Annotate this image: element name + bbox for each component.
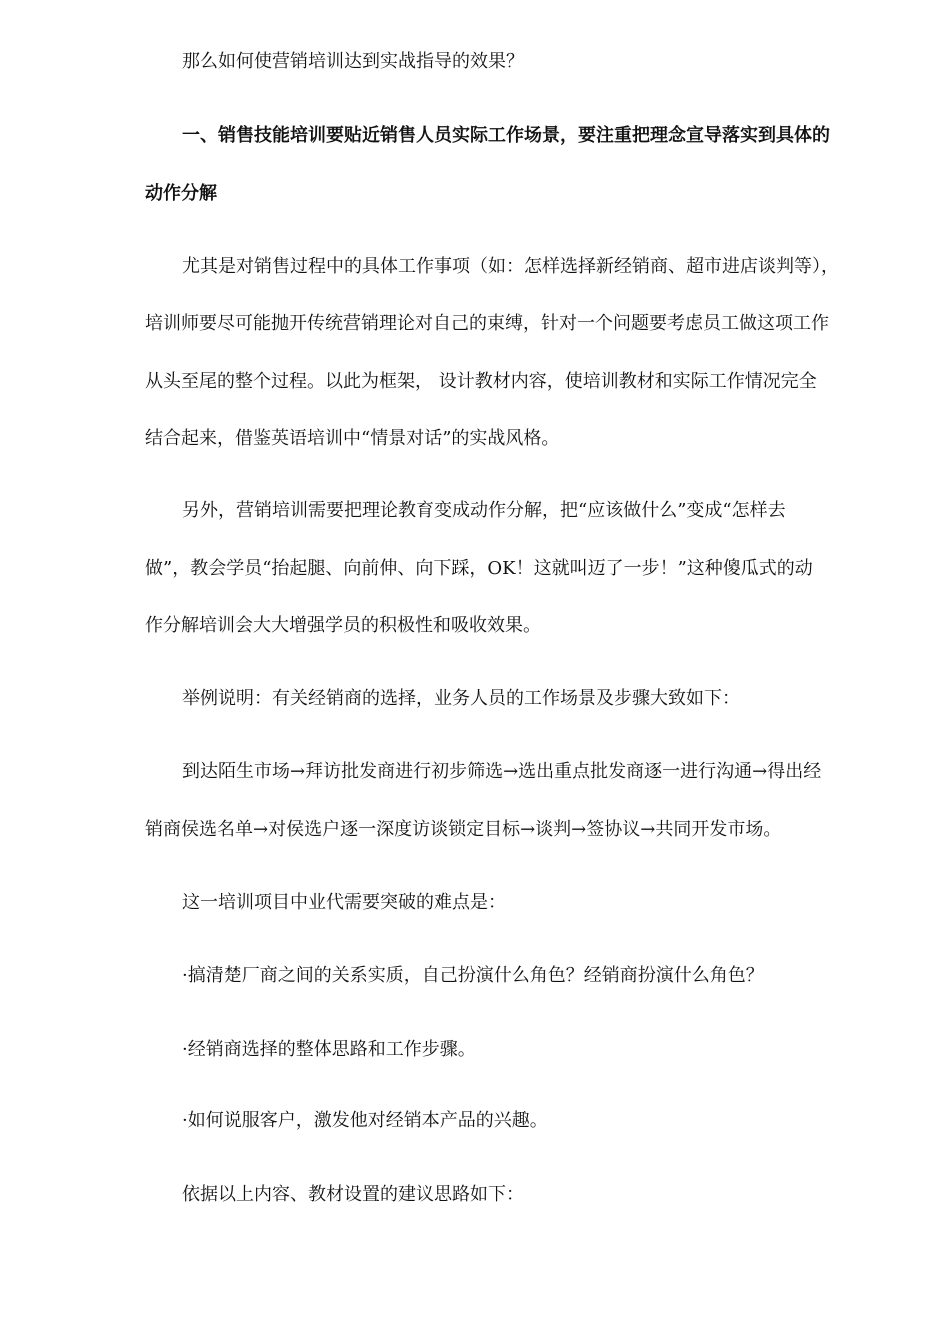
bullet-item-1: ·搞清楚厂商之间的关系实质，自己扮演什么角色？经销商扮演什么角色？ [182, 965, 764, 986]
paragraph-1-line-2: 培训师要尽可能抛开传统营销理论对自己的束缚，针对一个问题要考虑员工做这项工作 [145, 313, 829, 334]
paragraph-1-line-4: 结合起来，借鉴英语培训中“情景对话”的实战风格。 [145, 428, 560, 449]
section-heading-line-1: 一、销售技能培训要贴近销售人员实际工作场景，要注重把理念宣导落实到具体的 [182, 125, 830, 146]
conclusion-line: 依据以上内容、教材设置的建议思路如下： [182, 1184, 524, 1205]
intro-question: 那么如何使营销培训达到实战指导的效果？ [182, 51, 524, 72]
paragraph-1-line-1: 尤其是对销售过程中的具体工作事项（如：怎样选择新经销商、超市进店谈判等）， [182, 256, 839, 277]
bullet-item-2: ·经销商选择的整体思路和工作步骤。 [182, 1039, 476, 1060]
paragraph-1-line-3: 从头至尾的整个过程。以此为框架， 设计教材内容，使培训教材和实际工作情况完全 [145, 371, 817, 392]
paragraph-2-line-2: 做”，教会学员“抬起腿、向前伸、向下踩，OK！这就叫迈了一步！”这种傻瓜式的动 [145, 558, 813, 579]
paragraph-2-line-1: 另外，营销培训需要把理论教育变成动作分解，把“应该做什么”变成“怎样去 [182, 500, 786, 521]
steps-line-2: 销商侯选名单→对侯选户逐一深度访谈锁定目标→谈判→签协议→共同开发市场。 [145, 819, 782, 840]
steps-line-1: 到达陌生市场→拜访批发商进行初步筛选→选出重点批发商逐一进行沟通→得出经 [182, 761, 822, 782]
section-heading-line-2: 动作分解 [145, 183, 217, 204]
difficulty-intro: 这一培训项目中业代需要突破的难点是： [182, 892, 506, 913]
paragraph-2-line-3: 作分解培训会大大增强学员的积极性和吸收效果。 [145, 615, 541, 636]
bullet-item-3: ·如何说服客户，激发他对经销本产品的兴趣。 [182, 1110, 548, 1131]
example-line: 举例说明：有关经销商的选择，业务人员的工作场景及步骤大致如下： [182, 688, 740, 709]
